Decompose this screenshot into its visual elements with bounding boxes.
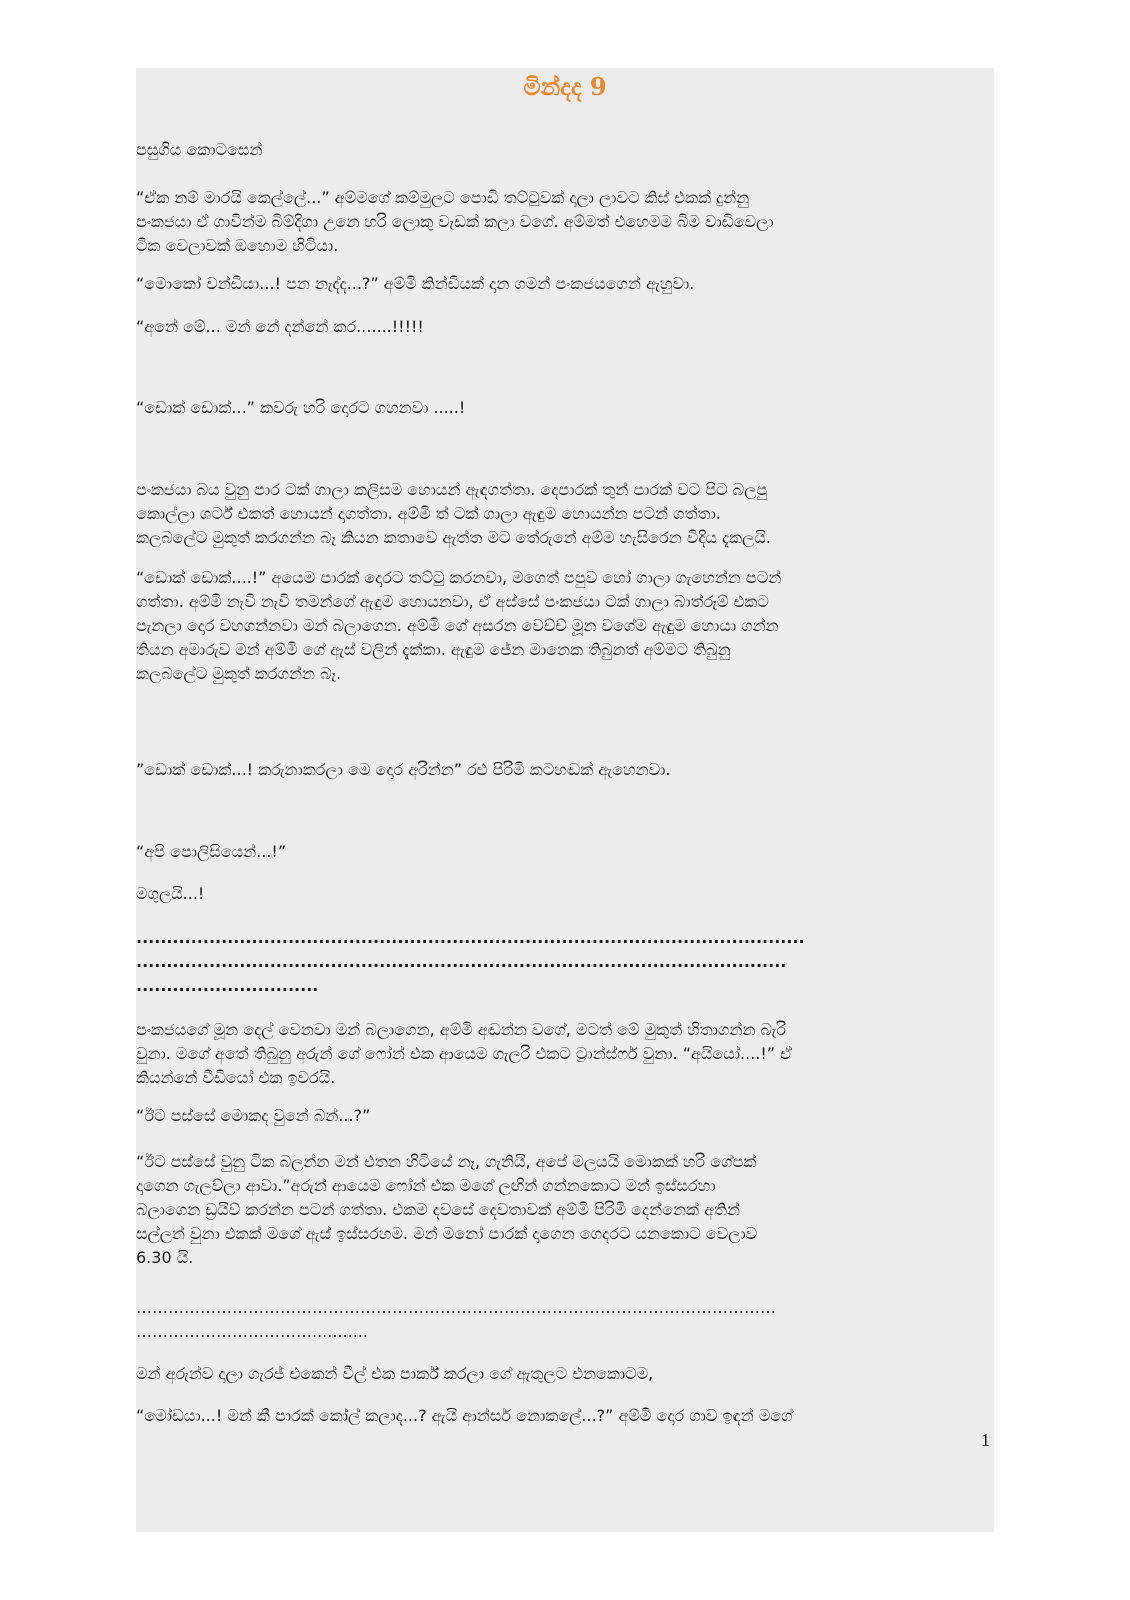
text-line: ........................................................................................................... — [136, 952, 787, 971]
text-line: ගත්තා. අම්මි නැවි නැවි තමන්ගේ ඇඳුම හොයනවා, ඒ අස්සේ පංකජයා ටක් ගාලා බාත්රූම් එකට — [136, 592, 769, 611]
text-line: කොල්ලා ශර්ට් එකත් හොයන් දාගත්තා. අම්මි ත් ටක් ගාලා ඇඳුම හොයන්න පටන් ගත්තා. — [136, 504, 721, 523]
text-line: වුනා. මගේ අතේ තිබුනු අරුන් ගේ ෆෝන් එක ආයෙම ගැලරි එකට ට්‍රාන්ස්ෆර් වුනා. “අයියෝ....!” ඒ — [136, 1044, 793, 1063]
paragraph-previous-section — [136, 138, 994, 162]
paragraph — [136, 1150, 994, 1270]
text-line: ටික වෙලාවක් ඔහොම හිටියා. — [136, 236, 339, 255]
paragraph — [136, 840, 994, 864]
text-line: තියන අමාරුව මන් අම්මි ගේ ඇස් වලින් දැක්කා. ඇඳුම ජේන මානෙක තිබුනත් අම්මට තිබුනු — [136, 640, 731, 659]
text-line: .............................................................................................................. — [136, 928, 805, 947]
text-line: කලබලේට මුකුත් කරගන්න බෑ කියන කතාවෙ ඇත්ත මට තේරුනේ අම්ම හැසිරෙන විදිය දැකලයි. — [136, 528, 771, 547]
text-line: සල්ලන් වුනා එකක් මගේ ඇස් ඉස්සරහම. මන් මනෝ පාරක් දාගෙන ගෙදරට යනකොට වෙලාව — [136, 1224, 758, 1243]
text-line: කලබලේට මුකුත් කරගන්න බෑ. — [136, 664, 342, 683]
text-line: “මෝඩයා...! මන් කී පාරක් කෝල් කලාද...? ඇයි ආන්සර් නොකලේ...?” අම්මි දොර ගාව ඉඳන් මගේ — [136, 1406, 793, 1425]
paragraph — [136, 1404, 994, 1428]
text-line: “ඩොක් ඩොක්....!” අයෙම පාරක් දොරට තට්ටු කරනවා, මගෙත් පපුව හෝ ගාලා ගැහෙන්න පටන් — [136, 568, 782, 587]
paragraph — [136, 315, 994, 339]
text-line: “ඊට පස්සේ වුනු ටික බලන්න මන් එතන හිටියේ නෑ, ගැනියි, අපේ මලයයි මොකක් හරි ගේපක් — [136, 1152, 757, 1171]
paragraph — [136, 1104, 994, 1128]
text-line: “අපි පොලිසියෙන්...!” — [136, 842, 287, 861]
document-page — [136, 68, 994, 1532]
scene-break — [136, 1296, 994, 1344]
text-line: දාගෙන ගැලව්ලා ආවා.”අරුන් ආයෙම ෆෝන් එක මගේ ලඟින් ගන්නකොට මන් ඉස්සරහා — [136, 1176, 716, 1195]
text-line: කියන්නේ වීඩියෝ එක ඉවරයි. — [136, 1068, 336, 1087]
text-line: “මොකෝ වන්ඩියා...! පන නැද්ද...?” අම්මි කින්ඩියක් දාන ගමන් පංකජයගෙන් ඇහුවා. — [136, 274, 695, 293]
scene-break — [136, 926, 994, 998]
paragraph — [136, 186, 994, 258]
paragraph — [136, 396, 994, 420]
paragraph — [136, 1018, 994, 1090]
text-line: “ඩොක් ඩොක්...” කවරු හරි දොරට ගහනවා .....! — [136, 398, 466, 417]
paragraph — [136, 566, 994, 686]
text-line: ………………………………………………………………………………………………………… — [136, 1298, 776, 1317]
text-line: පැනලා දොර වහගන්නවා මන් බලාගෙන. අම්මි ගේ අසරන වෙච්ච් මූන වගේම ඇඳුම හොයා ගන්න — [136, 616, 779, 635]
text-line: “අනේ මේ... මන් නේ දන්නේ කර.......!!!!! — [136, 317, 424, 336]
text-line: .............................. — [136, 976, 319, 995]
text-line: බලාගෙන ඩ්‍රයිව් කරන්න පටන් ගත්තා. එකම දවසේ දෙවතාවක් අම්මි පිරිමි දෙන්නෙක් අතින් — [136, 1200, 740, 1219]
page-title: මින්දද 9 — [523, 72, 607, 101]
page-number: 1 — [981, 1430, 990, 1450]
paragraph — [136, 758, 994, 782]
text-line: මගුලයි...! — [136, 884, 205, 903]
paragraph — [136, 272, 994, 296]
text-line: මන් අරුන්ව දාලා ගැරජ් එකෙන් වීල් එක පාර්ක් කරලා ගේ ඇතුලට එනකොටම, — [136, 1364, 654, 1383]
text-line: පසුගිය කොටසෙන් — [136, 140, 263, 159]
text-line: 6.30 යි. — [136, 1248, 194, 1267]
text-line: පංකජයගේ මූන දෙල් වෙනවා මන් බලාගෙන, අම්මි අඬන්න වගේ, මටත් මේ මුකුත් හිතාගන්න බැරි — [136, 1020, 787, 1039]
text-line: ……………………………........... — [136, 1322, 368, 1341]
text-line: පංකජයා ඒ ගාවින්ම බිම්දිගා උනෙ හරි ලොකු වැඩක් කලා වගේ. අම්මත් එහෙමම බිම වාඩිවෙලා — [136, 212, 774, 231]
paragraph — [136, 1362, 994, 1386]
paragraph — [136, 882, 994, 906]
text-line: “ඒක නම් මාරයි කෙල්ලේ...” අම්මගේ කම්මුලට පොඩි තට්ටුවක් දාලා ලාවට කිස් එකක් දුන්නු — [136, 188, 750, 207]
paragraph — [136, 478, 994, 550]
text-line: පංකජයා බය වුනු පාර ටක් ගාලා කලිසම හොයන් ඇඳගත්තා. දෙපාරක් තුන් පාරක් වට පිට බලපු — [136, 480, 768, 499]
text-line: “ඊට පස්සේ මොකද වුනේ බන්...?” — [136, 1106, 371, 1125]
text-line: ”ඩොක් ඩොක්...! කරුනාකරලා මෙ දොර අරින්න” රළු පිරිමි කටහඬක් ඇහෙනවා. — [136, 760, 671, 779]
